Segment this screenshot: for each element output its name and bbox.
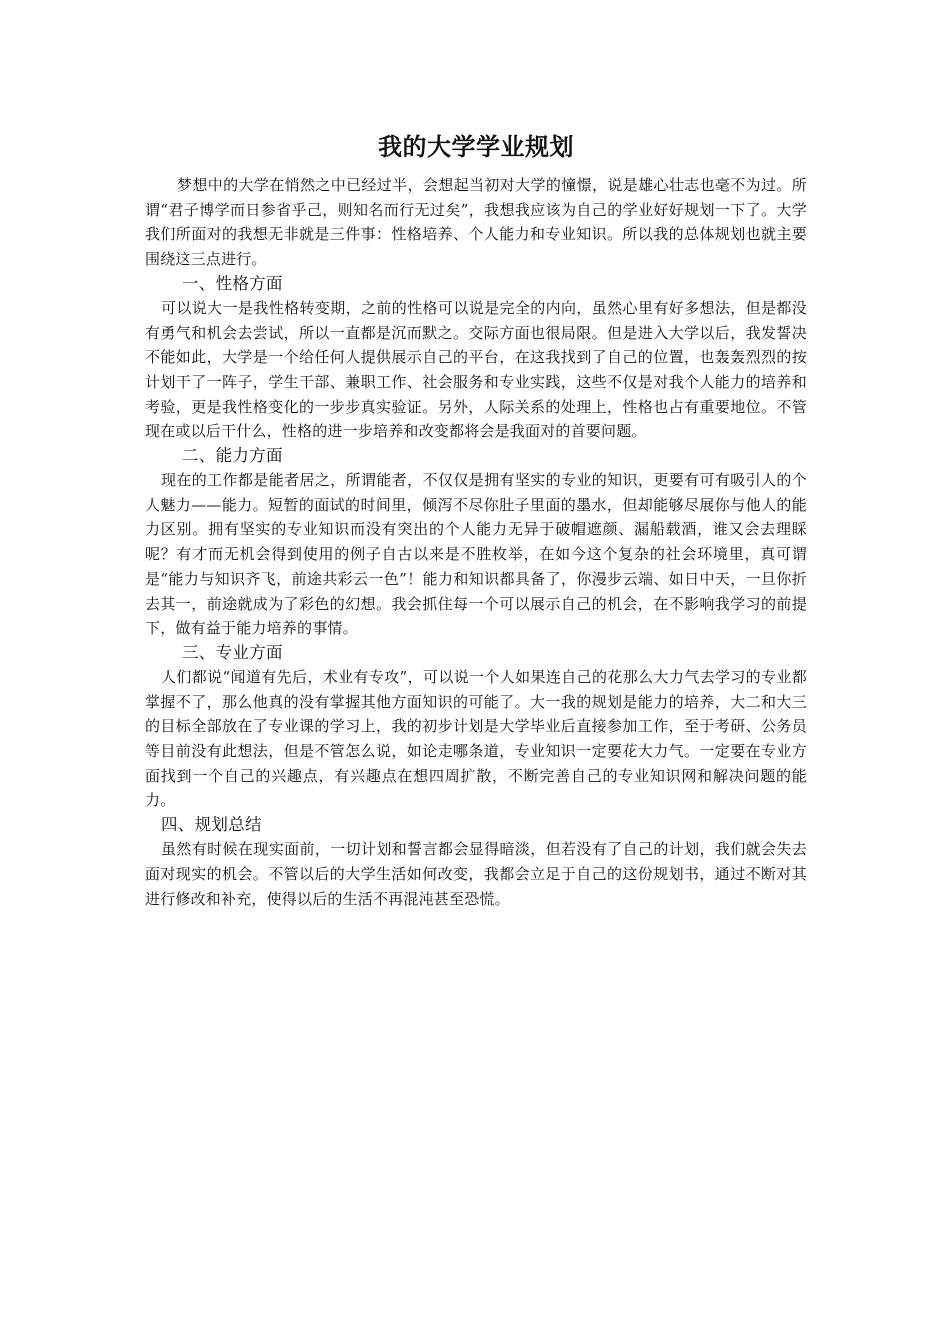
- section-body-ability: 现在的工作都是能者居之，所谓能者，不仅仅是拥有坚实的专业的知识，更要有可有吸引人的个人魅力——能力。短暂的面试的时间里，倾泻不尽你肚子里面的墨水，但却能够尽展你与他人的能力区别。拥有坚实的专业知识而没有突出的个人能力无异于破帽遮颜、漏船载酒，谁又会去理睬呢？有才而无机会得到使用的例子自古以来是不胜枚举，在如今这个复杂的社会环境里，真可谓是“能力与知识齐飞，前途共彩云一色”！能力和知识都具备了，你漫步云端、如日中天，一旦你折去其一，前途就成为了彩色的幻想。我会抓住每一个可以展示自己的机会，在不影响我学习的前提下，做有益于能力培养的事情。: [145, 471, 807, 638]
- section-heading-personality: 一、性格方面: [182, 273, 283, 293]
- document-title: 我的大学学业规划: [378, 133, 574, 161]
- document-content: [145, 130, 807, 911]
- intro-paragraph: 梦想中的大学在悄然之中已经过半，会想起当初对大学的憧憬，说是雄心壮志也毫不为过。所谓“君子博学而日参省乎己，则知名而行无过矣”，我想我应该为自己的学业好好规划一下了。大学我们所面对的我想无非就是三件事：性格培养、个人能力和专业知识。所以我的总体规划也就主要围绕这三点进行。: [145, 176, 807, 269]
- section-heading-summary: 四、规划总结: [161, 815, 262, 835]
- section-heading-major: 三、专业方面: [182, 642, 283, 662]
- section-heading-ability: 二、能力方面: [182, 446, 283, 466]
- section-body-summary: 虽然有时候在现实面前，一切计划和誓言都会显得暗淡，但若没有了自己的计划，我们就会失去面对现实的机会。不管以后的大学生活如何改变，我都会立足于自己的这份规划书，通过不断对其进行修改和补充，使得以后的生活不再混沌甚至恐慌。: [145, 840, 807, 908]
- section-body-major: 人们都说“闻道有先后，术业有专攻”，可以说一个人如果连自己的花那么大力气去学习的专业都掌握不了，那么他真的没有掌握其他方面知识的可能了。大一我的规划是能力的培养，大二和大三的目标全部放在了专业课的学习上，我的初步计划是大学毕业后直接参加工作，至于考研、公务员等目前没有此想法，但是不管怎么说，如论走哪条道，专业知识一定要花大力气。一定要在专业方面找到一个自己的兴趣点，有兴趣点在想四周扩散，不断完善自己的专业知识网和解决问题的能力。: [145, 667, 807, 810]
- section-body-personality: 可以说大一是我性格转变期，之前的性格可以说是完全的内向，虽然心里有好多想法，但是都没有勇气和机会去尝试，所以一直都是沉而默之。交际方面也很局限。但是进入大学以后，我发誓决不能如此，大学是一个给任何人提供展示自己的平台，在这我找到了自己的位置，也轰轰烈烈的按计划干了一阵子，学生干部、兼职工作、社会服务和专业实践，这些不仅是对我个人能力的培养和考验，更是我性格变化的一步步真实验证。另外，人际关系的处理上，性格也占有重要地位。不管现在或以后干什么，性格的进一步培养和改变都将会是我面对的首要问题。: [145, 298, 807, 441]
